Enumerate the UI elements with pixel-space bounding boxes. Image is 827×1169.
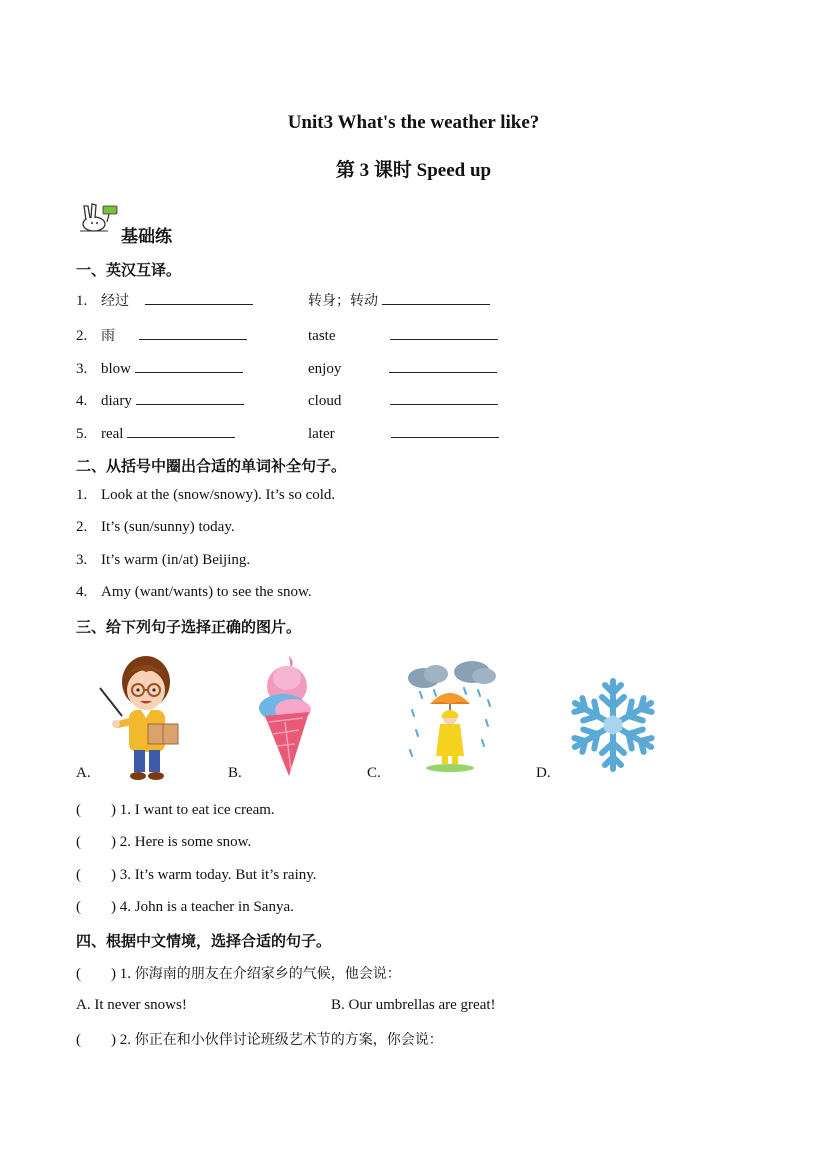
list-item: later <box>308 423 499 443</box>
list-item: cloud <box>308 390 498 410</box>
list-item: 2. 雨 <box>76 325 247 345</box>
list-item: ( ) 2. Here is some snow. <box>76 834 252 850</box>
answer-bracket-open[interactable]: ( <box>76 802 81 818</box>
answer-blank[interactable] <box>389 358 497 373</box>
list-item: 1. Look at the (snow/snowy). It’s so cold. <box>76 487 336 503</box>
answer-blank[interactable] <box>390 390 498 405</box>
teacher-boy-image <box>96 650 186 787</box>
list-item: 4. diary <box>76 390 244 410</box>
page-title: Unit3 What's the weather like? <box>287 112 540 133</box>
list-item: 5. real <box>76 423 235 443</box>
option-d-label: D. <box>536 765 551 781</box>
snowflake-image <box>567 676 659 779</box>
section-1-heading: 一、英汉互译。 <box>76 261 182 279</box>
ice-cream-image <box>255 652 319 783</box>
section-4-heading: 四、根据中文情境，选择合适的句子。 <box>76 932 332 950</box>
list-item: 1. 经过 <box>76 290 253 310</box>
section-3-heading: 三、给下列句子选择正确的图片。 <box>76 618 302 636</box>
answer-blank[interactable] <box>127 423 235 438</box>
list-item: ( ) 3. It’s warm today. But it’s rainy. <box>76 867 317 883</box>
list-item: ( ) 1. 你海南的朋友在介绍家乡的气候，他会说： <box>76 966 401 982</box>
answer-bracket-open[interactable]: ( <box>76 966 81 982</box>
answer-blank[interactable] <box>136 390 244 405</box>
answer-blank[interactable] <box>382 290 490 305</box>
choice-a: A. It never snows! <box>76 997 187 1013</box>
basic-practice-label: 基础练 <box>121 227 172 247</box>
option-a-label: A. <box>76 765 91 781</box>
answer-blank[interactable] <box>145 290 253 305</box>
list-item: enjoy <box>308 358 497 378</box>
answer-bracket-open[interactable]: ( <box>76 867 81 883</box>
list-item: ( ) 4. John is a teacher in Sanya. <box>76 899 294 915</box>
list-item: ( ) 1. I want to eat ice cream. <box>76 802 275 818</box>
answer-blank[interactable] <box>135 358 243 373</box>
choice-b: B. Our umbrellas are great! <box>331 997 496 1013</box>
list-item: ( ) 2. 你正在和小伙伴讨论班级艺术节的方案，你会说： <box>76 1032 443 1048</box>
list-item: 2. It’s (sun/sunny) today. <box>76 519 235 535</box>
list-item: 4. Amy (want/wants) to see the snow. <box>76 584 312 600</box>
option-b-label: B. <box>228 765 242 781</box>
section-2-heading: 二、从括号中圈出合适的单词补全句子。 <box>76 457 347 475</box>
list-item: 转身；转动 <box>308 290 490 310</box>
list-item: 3. It’s warm (in/at) Beijing. <box>76 552 251 568</box>
answer-blank[interactable] <box>391 423 499 438</box>
answer-bracket-open[interactable]: ( <box>76 1032 81 1048</box>
list-item: taste <box>308 325 498 345</box>
option-c-label: C. <box>367 765 381 781</box>
answer-bracket-open[interactable]: ( <box>76 834 81 850</box>
page-subtitle: 第 3 课时 Speed up <box>335 160 492 181</box>
list-item: 3. blow <box>76 358 243 378</box>
answer-bracket-open[interactable]: ( <box>76 899 81 915</box>
answer-blank[interactable] <box>390 325 498 340</box>
answer-blank[interactable] <box>139 325 247 340</box>
bunny-sign-icon <box>76 202 118 239</box>
rainy-umbrella-image <box>402 660 498 779</box>
